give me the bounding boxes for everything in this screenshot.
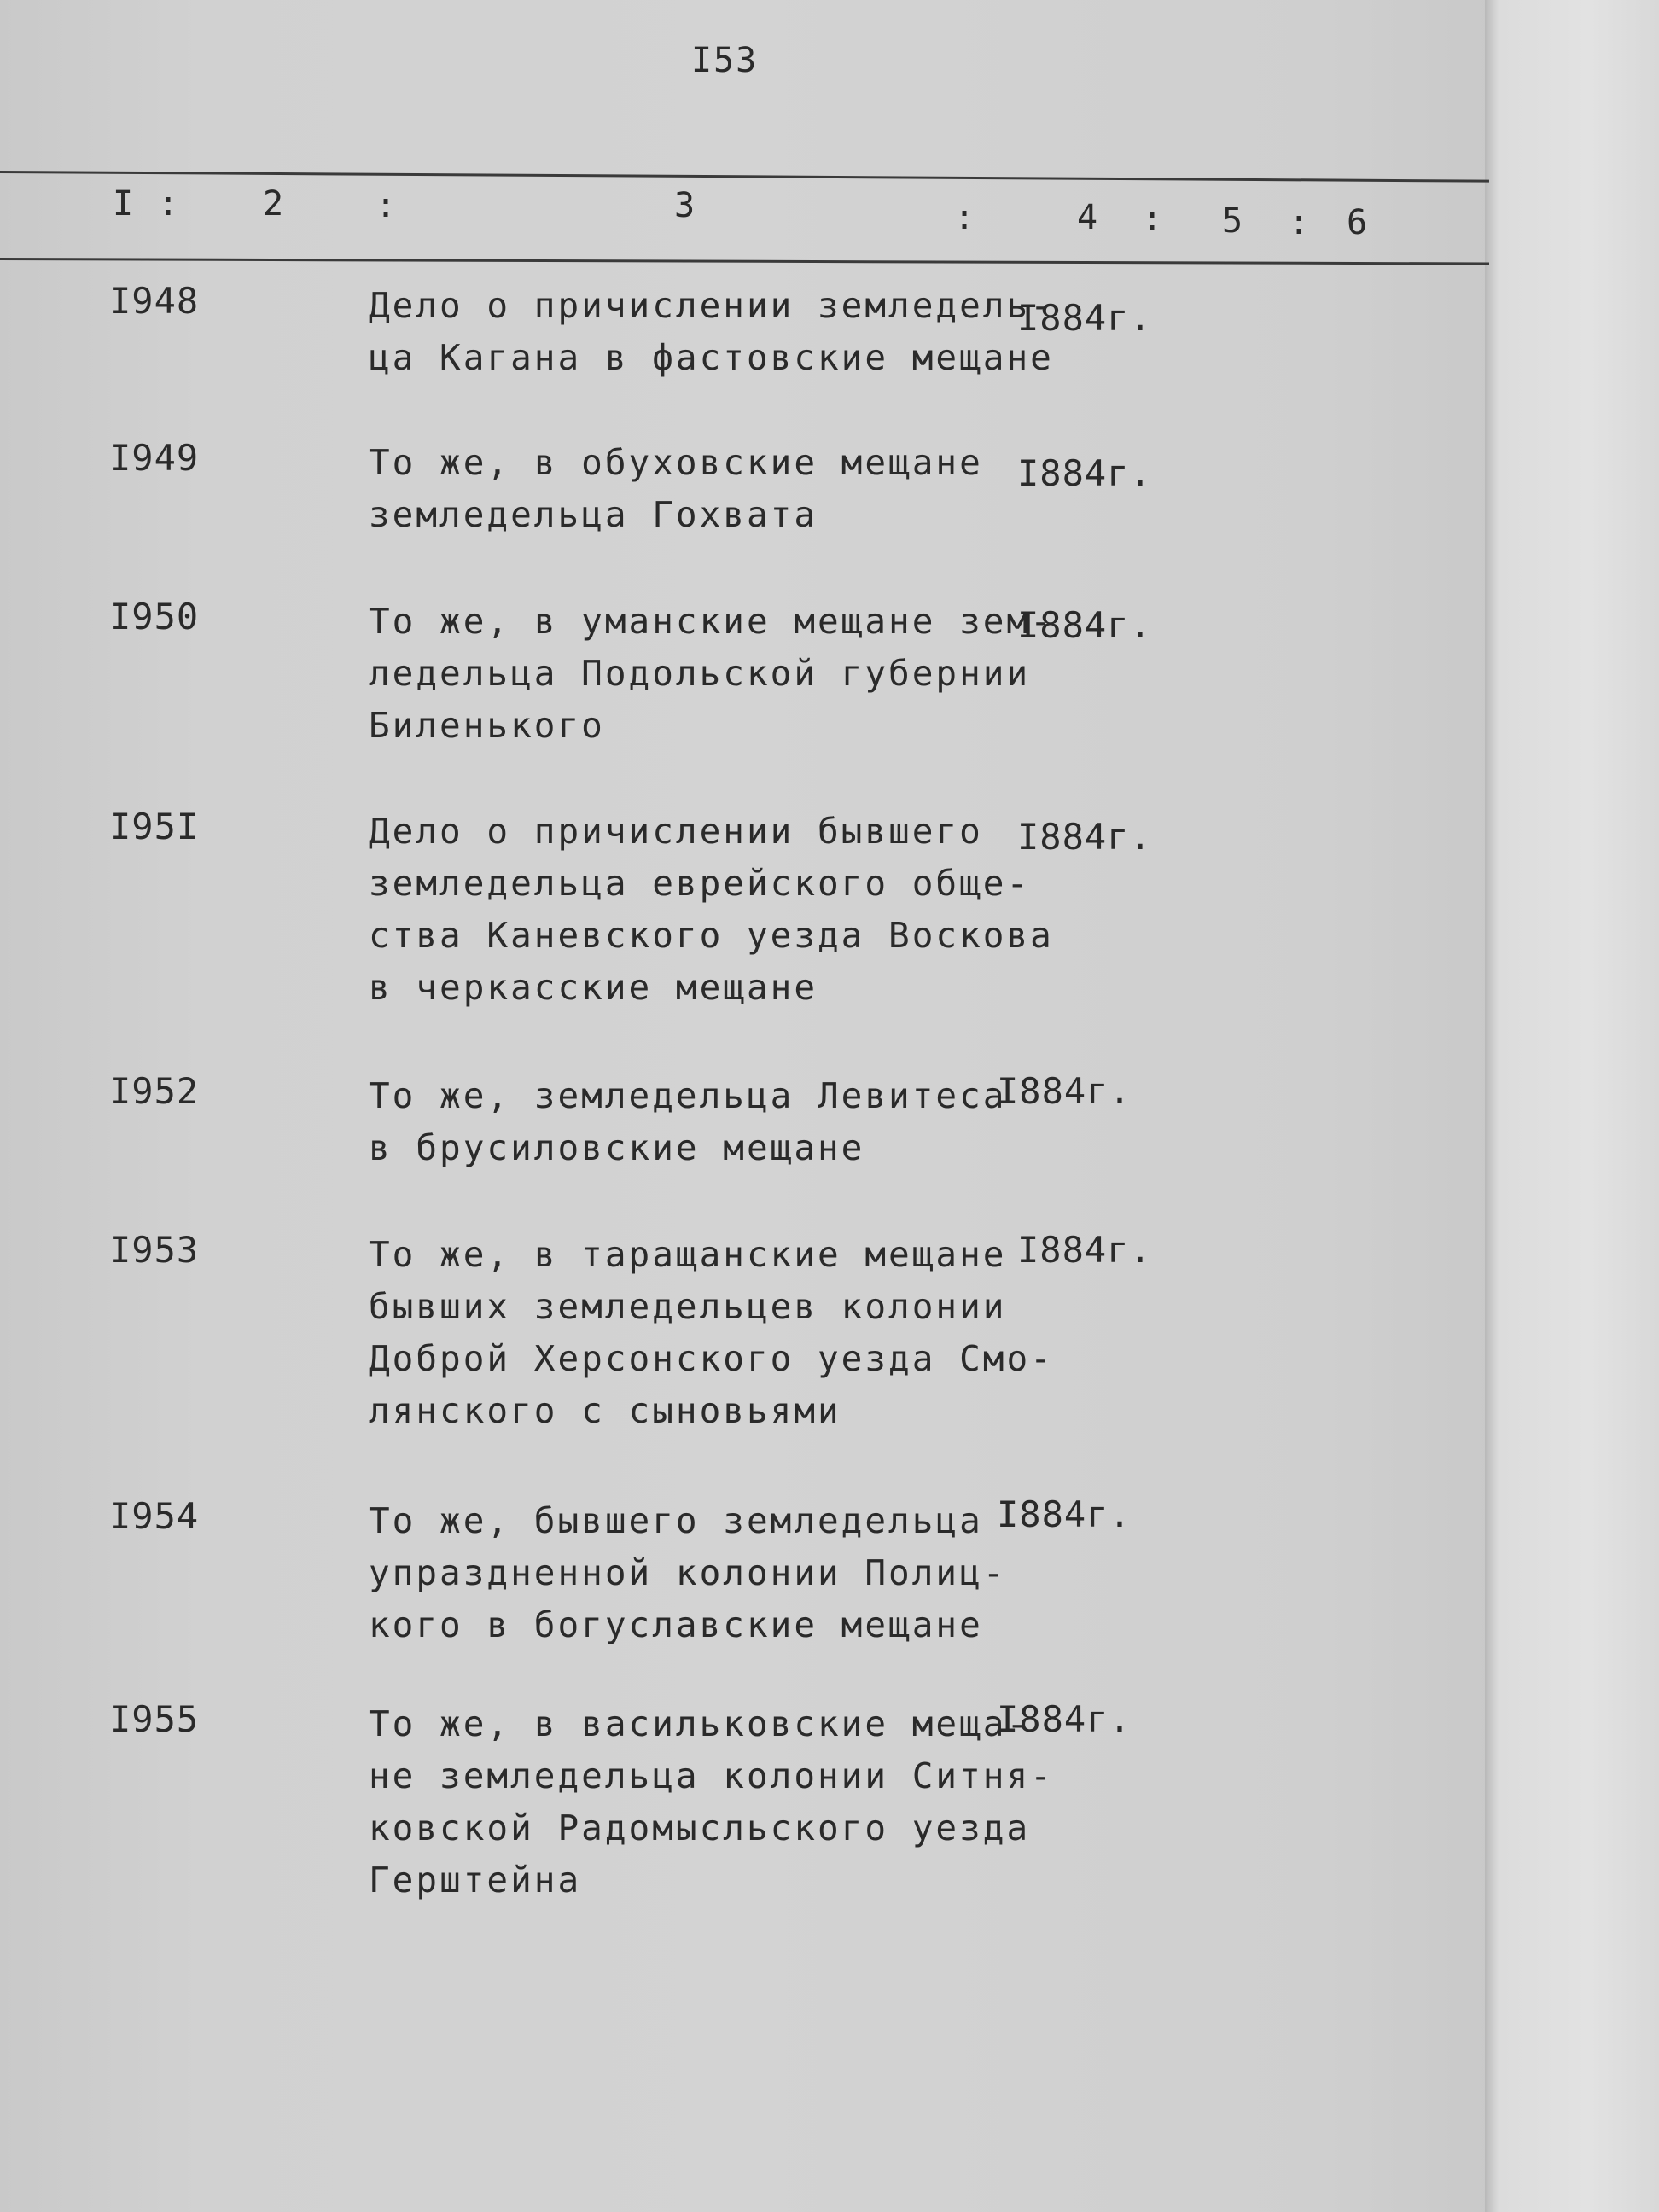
entry-year: I884г. <box>1017 297 1152 339</box>
entry-description: Дело о причислении земледель- ца Кагана в фастовские мещане <box>369 285 1054 378</box>
entry-description: То же, земледельца Левитеса в брусиловские мещане <box>369 1075 1007 1168</box>
entry-description: То же, бывшего земледельца упраздненной колонии Полиц- кого в богуславские мещане <box>369 1500 1007 1645</box>
column-header-1: I <box>113 184 134 224</box>
entry-description: То же, в таращанские мещане бывших земледельцев колонии Доброй Херсонского уезда Смо- лянского с сыновьями <box>369 1234 1054 1431</box>
entry-year: I884г. <box>1017 1229 1152 1271</box>
column-header-3: 3 <box>674 186 696 225</box>
entry-number: I950 <box>109 596 200 637</box>
column-separator: : <box>158 184 179 224</box>
entry-description: То же, в васильковские меща- не земледельца колонии Ситня- ковской Радомысльского уезда Герштейна <box>369 1703 1054 1901</box>
entry-number: I953 <box>109 1229 200 1271</box>
column-separator: : <box>1142 200 1163 239</box>
entry-description: Дело о причислении бывшего земледельца еврейского обще- ства Каневского уезда Воскова в черкасские мещане <box>369 811 1054 1008</box>
entry-number: I948 <box>109 280 200 322</box>
entry-number: I95I <box>109 806 200 847</box>
page-number: I53 <box>691 41 759 80</box>
entry-year: I884г. <box>1017 604 1152 646</box>
column-header-5: 5 <box>1222 201 1243 241</box>
entry-year: I884г. <box>997 1070 1132 1112</box>
entry-description: То же, в обуховские мещане земледельца Гохвата <box>369 442 983 535</box>
column-header-2: 2 <box>263 184 284 224</box>
column-header-4: 4 <box>1077 198 1098 237</box>
entry-year: I884г. <box>997 1698 1132 1740</box>
column-separator: : <box>375 186 397 225</box>
column-header-6: 6 <box>1347 203 1368 242</box>
table-header-bottom-rule <box>0 258 1489 265</box>
entry-description: То же, в уманские мещане зем- ледельца Подольской губернии Биленького <box>369 601 1054 746</box>
entry-number: I952 <box>109 1070 200 1112</box>
entry-number: I955 <box>109 1698 200 1740</box>
column-separator: : <box>1289 203 1310 242</box>
entry-year: I884г. <box>997 1493 1132 1535</box>
entry-number: I949 <box>109 437 200 479</box>
column-separator: : <box>954 198 975 237</box>
entry-year: I884г. <box>1017 452 1152 494</box>
table-header-top-rule <box>0 171 1489 183</box>
page-edge-strip <box>1485 0 1659 2212</box>
entry-year: I884г. <box>1017 816 1152 858</box>
entry-number: I954 <box>109 1495 200 1537</box>
